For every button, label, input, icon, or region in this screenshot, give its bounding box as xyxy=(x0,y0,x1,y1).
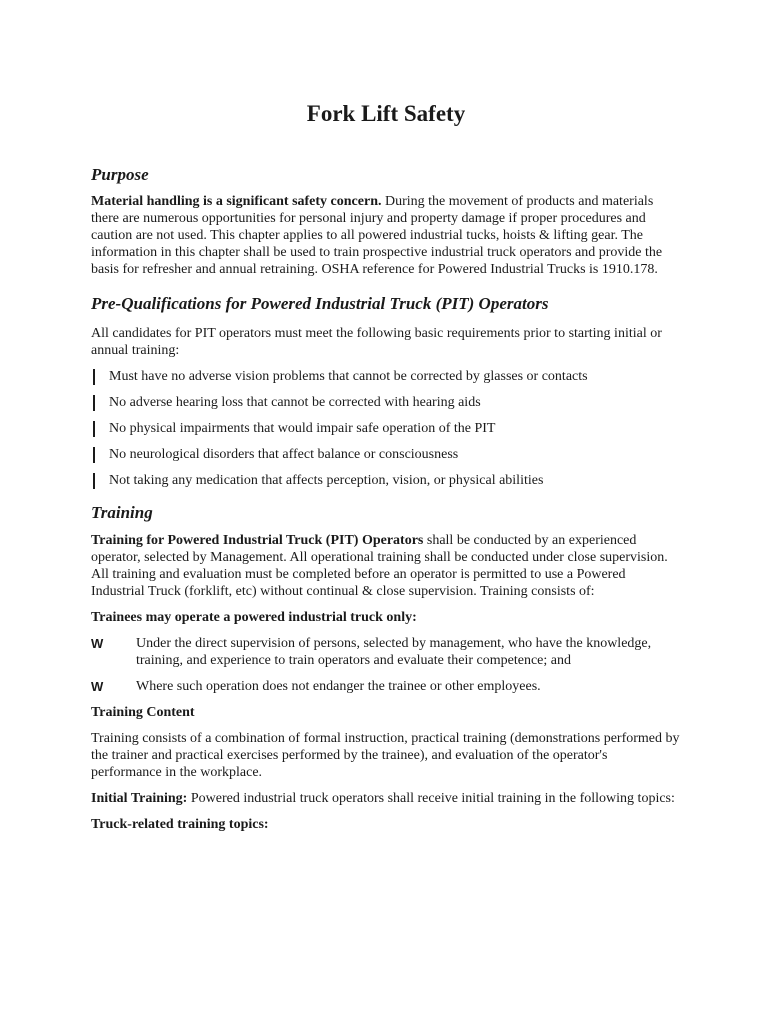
list-item-text: Where such operation does not endanger the trainee or other employees. xyxy=(136,679,541,694)
document-content xyxy=(91,96,681,833)
initial-training-body: Powered industrial truck operators shall receive initial training in the following topics: xyxy=(187,791,675,806)
list-item xyxy=(91,368,681,385)
list-item-text: No neurological disorders that affect balance or consciousness xyxy=(109,447,459,462)
bullet-bar-icon xyxy=(93,447,95,463)
training-paragraph xyxy=(91,532,681,600)
training-content-paragraph: Training consists of a combination of formal instruction, practical training (demonstrations performed by the trainer and practical exercises performed by the trainee), and evaluation of the operator's performance in the workplace. xyxy=(91,731,680,780)
list-item-text: Under the direct supervision of persons, selected by management, who have the knowledge, training, and experience to train operators and evaluate their competence; and xyxy=(136,636,652,668)
trainees-heading: Trainees may operate a powered industrial truck only: xyxy=(91,610,417,625)
list-item-text: Must have no adverse vision problems that cannot be corrected by glasses or contacts xyxy=(109,369,588,384)
training-lead: Training for Powered Industrial Truck (PIT) Operators xyxy=(91,533,424,548)
list-item xyxy=(91,420,681,437)
bullet-bar-icon xyxy=(93,421,95,437)
training-content-heading: Training Content xyxy=(91,705,195,720)
truck-topics-heading: Truck-related training topics: xyxy=(91,817,269,832)
prequal-intro: All candidates for PIT operators must meet the following basic requirements prior to starting initial or annual training: xyxy=(91,326,662,358)
list-item-text: No adverse hearing loss that cannot be corrected with hearing aids xyxy=(109,395,481,410)
training-heading: Training xyxy=(91,503,153,522)
document-title: Fork Lift Safety xyxy=(306,101,466,126)
list-item xyxy=(91,678,681,695)
w-marker-icon: W xyxy=(91,679,104,694)
list-item xyxy=(91,635,681,669)
list-item xyxy=(91,394,681,411)
purpose-heading: Purpose xyxy=(91,165,149,184)
purpose-lead: Material handling is a significant safety concern. xyxy=(91,194,382,209)
purpose-body: During the movement of products and materials there are numerous opportunities for personal injury and property damage if proper procedures and caution are not used. This chapter applies to all powered industrial tucks, hoists & lifting gear. The information in this chapter shall be used to train prospective industrial truck operators and provide the basis for refresher and annual retraining. OSHA reference for Powered Industrial Trucks is 1910.178. xyxy=(91,194,663,277)
initial-training-paragraph xyxy=(91,790,681,807)
list-item-text: Not taking any medication that affects perception, vision, or physical abilities xyxy=(109,473,544,488)
purpose-paragraph xyxy=(91,193,681,278)
bullet-bar-icon xyxy=(93,395,95,411)
initial-training-lead: Initial Training: xyxy=(91,791,188,806)
bullet-bar-icon xyxy=(93,473,95,489)
bullet-bar-icon xyxy=(93,369,95,385)
training-body: shall be conducted by an experienced operator, selected by Management. All operational training shall be conducted under close supervision. All training and evaluation must be completed before an operator is permitted to use a Powered Industrial Truck (forklift, etc) without continual & close supervision. Training consists of: xyxy=(91,533,668,599)
prequal-heading: Pre-Qualifications for Powered Industrial Truck (PIT) Operators xyxy=(91,294,549,313)
list-item xyxy=(91,472,681,489)
prequal-list xyxy=(91,368,681,489)
w-marker-icon: W xyxy=(91,636,104,651)
list-item-text: No physical impairments that would impair safe operation of the PIT xyxy=(109,421,496,436)
list-item xyxy=(91,446,681,463)
